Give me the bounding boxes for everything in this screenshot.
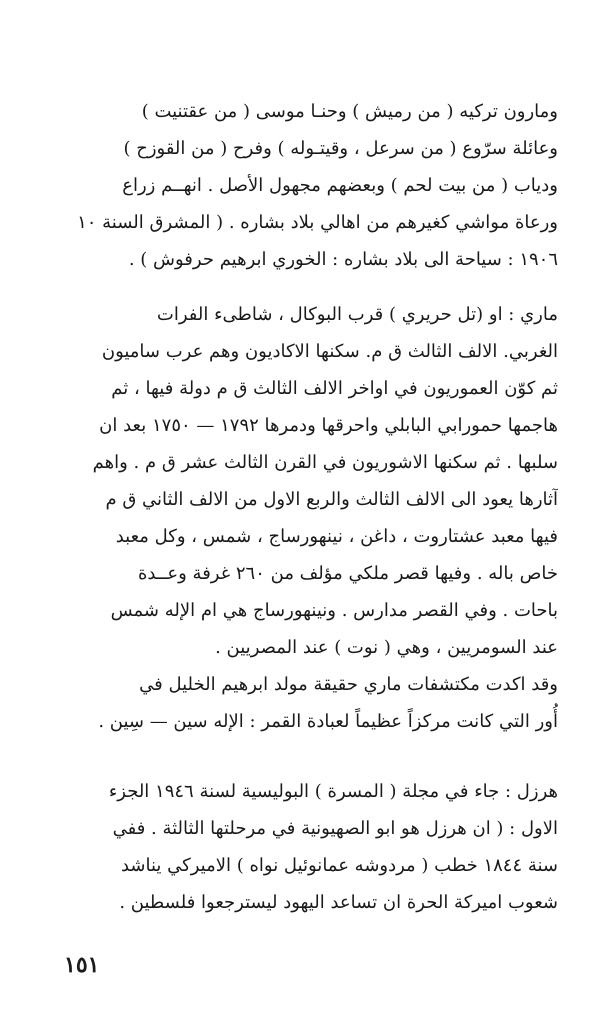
- text-line: وقد اكدت مكتشفات ماري حقيقة مولد ابرهيم الخليل في: [139, 674, 558, 695]
- text-line: الغربي. الالف الثالث ق م. سكنها الاكاديون وهم عرب ساميون: [101, 341, 558, 362]
- text-line: شعوب اميركة الحرة ان تساعد اليهود ليسترجعوا فلسطين .: [119, 892, 558, 913]
- text-line: هرزل : جاء في مجلة ( المسرة ) البوليسية لسنة ١٩٤٦ الجزء: [108, 781, 558, 802]
- text-line: باحات . وفي القصر مدارس . ونينهورساج هي ام الإله شمس: [110, 600, 558, 621]
- text-line: ورعاة مواشي كغيرهم من اهالي بلاد بشاره . ( المشرق السنة ١٠: [77, 212, 558, 233]
- text-line: ١٩٠٦ : سياحة الى بلاد بشاره : الخوري ابرهيم حرفوش ) .: [128, 249, 558, 270]
- text-line: آثارها يعود الى الالف الثالث والربع الاول من الالف الثاني ق م: [105, 489, 558, 510]
- text-line: سنة ١٨٤٤ خطب ( مردوشه عمانوئيل نواه ) الاميركي يناشد: [120, 855, 558, 876]
- text-line: فيها معبد عشتاروت ، داغن ، نينهورساج ، شمس ، وكل معبد: [115, 526, 558, 547]
- text-line: عند السومريين ، وهي ( نوت ) عند المصريين .: [215, 637, 558, 658]
- text-line: ماري : او (تل حريري ) قرب البوكال ، شاطىء الفرات: [156, 304, 558, 325]
- text-line: ودياب ( من بيت لحم ) وبعضهم مجهول الأصل . انهــم زراع: [122, 175, 558, 196]
- paragraph-mari-entry: [56, 296, 558, 740]
- text-line: سلبها . ثم سكنها الاشوريون في القرن الثالث عشر ق م . واهم: [92, 452, 558, 473]
- page-number: ١٥١: [64, 952, 100, 978]
- text-line: الاول : ( ان هرزل هو ابو الصهيونية في مرحلتها الثالثة . ففي: [112, 818, 558, 839]
- text-line: ومارون تركيه ( من رميش ) وحنـا موسى ( من عقتنيت ): [141, 101, 558, 122]
- paragraph-herzl-entry: [56, 773, 558, 921]
- text-line: أُور التي كانت مركزاً عظيماً لعبادة القمر : الإله سين — سِين .: [98, 711, 558, 732]
- paragraph-names-list: [56, 93, 558, 278]
- text-line: خاص باله . وفيها قصر ملكي مؤلف من ٢٦٠ غرفة وعــدة: [137, 563, 558, 584]
- text-line: وعائلة سرّوع ( من سرعل ، وقيتـوله ) وفرح ( من القوزح ): [123, 138, 558, 159]
- text-line: ثم كوّن العموريون في اواخر الالف الثالث ق م دولة فيها ، ثم: [111, 378, 558, 399]
- text-line: هاجمها حمورابي البابلي واحرقها ودمرها ١٧٩٢ — ١٧٥٠ بعد ان: [99, 415, 558, 436]
